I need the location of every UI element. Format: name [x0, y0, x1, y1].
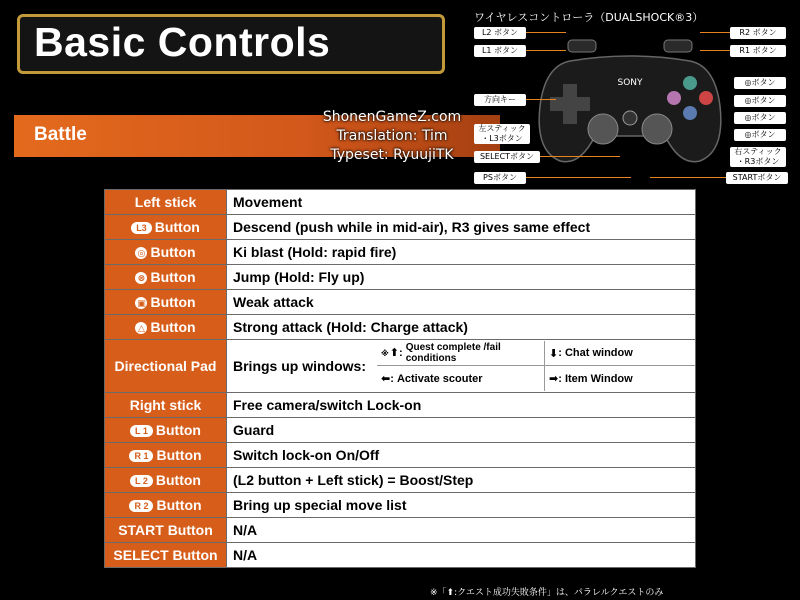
row-key: [105, 468, 227, 493]
row-key-label: Left stick: [134, 194, 197, 210]
table-row: [105, 443, 696, 468]
table-row: [105, 190, 696, 215]
row-key: [105, 418, 227, 443]
label-r2: R2 ボタン: [730, 27, 786, 39]
row-key-label: Button: [155, 472, 201, 488]
row-value: Descend (push while in mid-air), R3 gives same effect: [227, 215, 696, 240]
row-value: Free camera/switch Lock-on: [227, 393, 696, 418]
table-row: [105, 265, 696, 290]
row-value: Weak attack: [227, 290, 696, 315]
dpad-up-label: Quest complete /fail conditions: [405, 342, 501, 364]
button-glyph-icon: ⊗: [135, 272, 147, 284]
row-key-label: Button: [150, 319, 196, 335]
title-box: [17, 14, 445, 74]
cross-icon: [683, 106, 697, 120]
row-key: [105, 290, 227, 315]
dpad-down-label: Chat window: [564, 347, 633, 359]
button-glyph-icon: L 1: [130, 425, 153, 437]
row-key: [105, 190, 227, 215]
controller-illustration: [530, 26, 730, 176]
brand-text: SONY: [617, 78, 643, 88]
dpad-value: Brings up windows:: [233, 358, 366, 374]
square-icon: [667, 91, 681, 105]
row-key-label: SELECT Button: [113, 547, 218, 563]
row-key: [105, 265, 227, 290]
dpad-left-label: Activate scouter: [396, 372, 483, 385]
row-value: N/A: [227, 543, 696, 568]
label-start: STARTボタン: [726, 172, 788, 184]
button-glyph-icon: L3: [131, 222, 152, 234]
credits: [318, 108, 466, 165]
row-key: [105, 393, 227, 418]
button-glyph-icon: △: [135, 322, 147, 334]
row-key-label: START Button: [118, 522, 213, 538]
label-triangle: ◎ボタン: [734, 77, 786, 89]
row-value: Bring up special move list: [227, 493, 696, 518]
label-square: ◎ボタン: [734, 129, 786, 141]
label-left-stick: 左スティック ・L3ボタン: [474, 124, 530, 144]
dpad-right-label: Item Window: [564, 372, 633, 385]
triangle-icon: [683, 76, 697, 90]
arrow-down-icon: ⬇: [549, 347, 559, 360]
page-title: Basic Controls: [34, 19, 331, 65]
button-glyph-icon: R 2: [129, 500, 153, 512]
row-key-label: Button: [150, 269, 196, 285]
controller-title: ワイヤレスコントローラ（DUALSHOCK®3）: [474, 11, 704, 24]
row-key-label: Right stick: [129, 397, 202, 413]
arrow-left-icon: ⬅: [381, 373, 391, 385]
label-l1: L1 ボタン: [474, 45, 526, 57]
button-glyph-icon: L 2: [130, 475, 153, 487]
table-row: [105, 493, 696, 518]
row-value: Strong attack (Hold: Charge attack): [227, 315, 696, 340]
row-key: [105, 493, 227, 518]
credit-typeset: Typeset: RyuujiTK: [330, 147, 454, 163]
row-key-label: Button: [156, 447, 202, 463]
row-value: Ki blast (Hold: rapid fire): [227, 240, 696, 265]
dpad-window-grid: ※ ⬆ : Quest complete /fail conditions ⬇ : Chat window ⬅ : Activate scouter ➡ : Item Window: [377, 341, 695, 391]
row-key: [105, 443, 227, 468]
table-row: [105, 315, 696, 340]
row-key: [105, 315, 227, 340]
section-title: Battle: [34, 124, 87, 145]
row-key: [105, 240, 227, 265]
row-key-dpad: Directional Pad: [105, 340, 227, 393]
table-row-dpad: [105, 340, 696, 393]
table-row: [105, 418, 696, 443]
button-glyph-icon: ◎: [135, 247, 147, 259]
label-r1: R1 ボタン: [730, 45, 786, 57]
button-glyph-icon: R 1: [129, 450, 153, 462]
table-row: [105, 290, 696, 315]
table-row: [105, 215, 696, 240]
label-select: SELECTボタン: [474, 151, 540, 163]
footnote: ※「⬆:クエスト成功失敗条件」は、パラレルクエストのみ: [430, 588, 664, 598]
row-key-label: Button: [154, 219, 200, 235]
row-value: Movement: [227, 190, 696, 215]
table-row: [105, 543, 696, 568]
credit-site: ShonenGameZ.com: [322, 109, 462, 125]
ps-button-icon: [623, 111, 637, 125]
row-key: [105, 215, 227, 240]
row-value: N/A: [227, 518, 696, 543]
controls-table: [104, 189, 696, 568]
arrow-right-icon: ➡: [549, 373, 559, 385]
row-value: Guard: [227, 418, 696, 443]
table-row: [105, 468, 696, 493]
circle-icon: [699, 91, 713, 105]
label-cross: ◎ボタン: [734, 112, 786, 124]
label-right-stick: 右スティック ・R3ボタン: [730, 147, 786, 167]
row-key: [105, 518, 227, 543]
label-l2: L2 ボタン: [474, 27, 526, 39]
button-glyph-icon: ▣: [137, 298, 146, 308]
row-value: (L2 button + Left stick) = Boost/Step: [227, 468, 696, 493]
row-key: [105, 543, 227, 568]
table-row: [105, 240, 696, 265]
row-key-label: Button: [150, 294, 196, 310]
table-row: [105, 518, 696, 543]
left-stick-icon: [588, 114, 618, 144]
label-ps: PSボタン: [474, 172, 526, 184]
right-stick-icon: [642, 114, 672, 144]
row-key-label: Button: [156, 497, 202, 513]
arrow-up-icon: ⬆: [389, 346, 399, 359]
credit-translation: Translation: Tim: [336, 128, 448, 144]
table-row: [105, 393, 696, 418]
row-key-label: Button: [155, 422, 201, 438]
label-dpad: 方向キー: [474, 94, 526, 106]
row-value: Jump (Hold: Fly up): [227, 265, 696, 290]
label-circle: ◎ボタン: [734, 95, 786, 107]
row-key-label: Button: [150, 244, 196, 260]
row-value: Switch lock-on On/Off: [227, 443, 696, 468]
